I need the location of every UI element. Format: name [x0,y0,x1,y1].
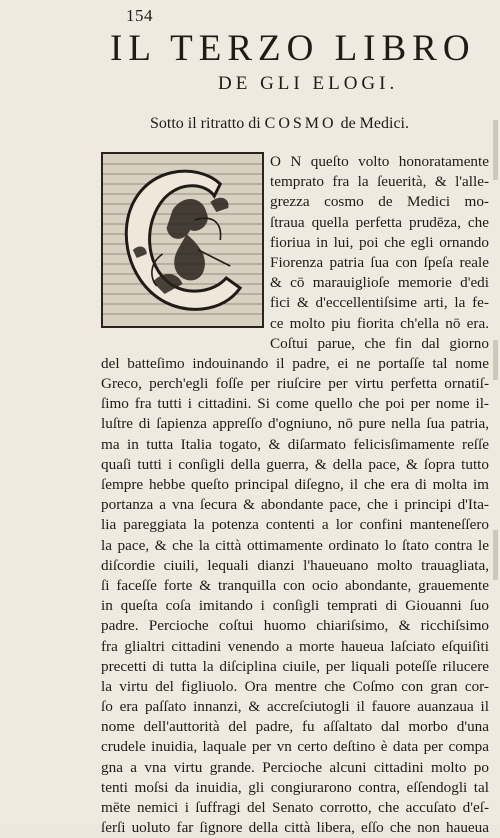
text-line: lia pareggiata la potenza contenti a lor confini manteneſſero [101,516,489,534]
text-line: precetti di tutta la diſciplina ciuile, per liquali poteſſe rilucere [101,657,489,675]
caption-name: COSMO [264,115,337,132]
caption-prefix: Sotto il ritratto di [150,115,261,132]
text-line: ma in tutta Italia togato, & diſarmato felicisſimamente reſſe [101,435,489,453]
text-line: del batteſimo indouinando il padre, ei ne portaſſe tal nome [101,354,489,372]
margin-shadow [493,120,498,180]
text-line: ſo era paſſato innanzi, & accreſciutogli il fauore auanzaua il [101,698,489,716]
text-line: quaſi tutti i conſigli della guerra, & della pace, & ſopra tutto [101,455,489,473]
portrait-caption [150,115,450,133]
text-line: ſi faceſſe forte & tranquilla con ocio abondante, grauemente [101,576,489,594]
text-line: nome dell'auttorità del padre, fu aſſaltato dal morbo d'una [101,718,489,736]
text-line: ſerſi uoluto far ſignore della città libera, eſſo che non haueua [101,819,489,837]
text-line: diſcordie ciuili, lequali dianzi l'haueuano molto trauagliata, [101,556,489,574]
text-line: la virtu del figliuolo. Ora mentre che Coſmo con gran cor- [101,677,489,695]
text-line: fioriua in lui, poi che egli ornando [270,233,489,251]
text-line: Greco, perch'egli foſſe per riuſcire per virtu perfetta ornatiſ- [101,375,489,393]
text-line: ce molto piu fiorita ch'ella nō era. [270,314,489,332]
text-line: portanza a vna ſecura & abondante pace, che i principi d'Ita- [101,496,489,514]
text-line: gna a vna virtu grande. Percioche alcuni cittadini molto po [101,758,489,776]
caption-suffix: de Medici. [340,115,409,132]
text-line: ſtraua quella perfetta prudēza, che [270,213,489,231]
text-line: luſtre di ſapienza appreſſo d'ogniuno, nō pure nella ſua patria, [101,415,489,433]
margin-shadow [493,340,498,380]
margin-shadow [493,530,498,580]
sub-head: DE GLI ELOGI. [218,73,399,94]
text-line: temprato fra la ſeuerità, & l'alle- [270,173,489,191]
text-line: in queſta coſa imitando i conſigli temprati di Giouanni ſuo [101,597,489,615]
text-line: ſempre hebbe queſto principal diſegno, il che era di molta im [101,476,489,493]
body-text [101,152,489,838]
running-head: IL TERZO LIBRO [110,28,476,69]
text-line: & cō marauiglioſe memorie d'edi [270,274,489,292]
text-line: tenti moſsi da inuidia, gli congiurarono contra, eſſendogli tal [101,778,489,796]
text-line: O N queſto volto honoratamente [270,153,489,170]
page-number: 154 [126,6,153,25]
text-line: Fiorenza patria ſua con ſpeſa reale [270,253,489,271]
text-line: fra glialtri cittadini venendo a morte haueua laſciato eſquiſiti [101,637,489,655]
text-line: mēte nemici i ſuffragi del Senato corrotto, che accuſato d'eſ- [101,799,489,816]
text-line: grezza cosmo de Medici mo- [270,193,489,211]
text-line: padre. Percioche coſtui huomo chiariſsimo, & ricchiſsimo [101,617,489,635]
text-line: crudele inuidia, laquale per vn certo deſtino è data per compa [101,738,489,756]
text-line: la pace, & che la città ottimamente ordinato lo ſtato contra le [101,536,489,554]
text-line: fici & d'eccellentiſsime arti, la fe- [270,294,489,312]
text-line: ſimo fra tutti i cittadini. Si come quello che poi per nome il- [101,395,489,413]
text-line: Coſtui parue, che fin dal giorno [270,334,489,352]
